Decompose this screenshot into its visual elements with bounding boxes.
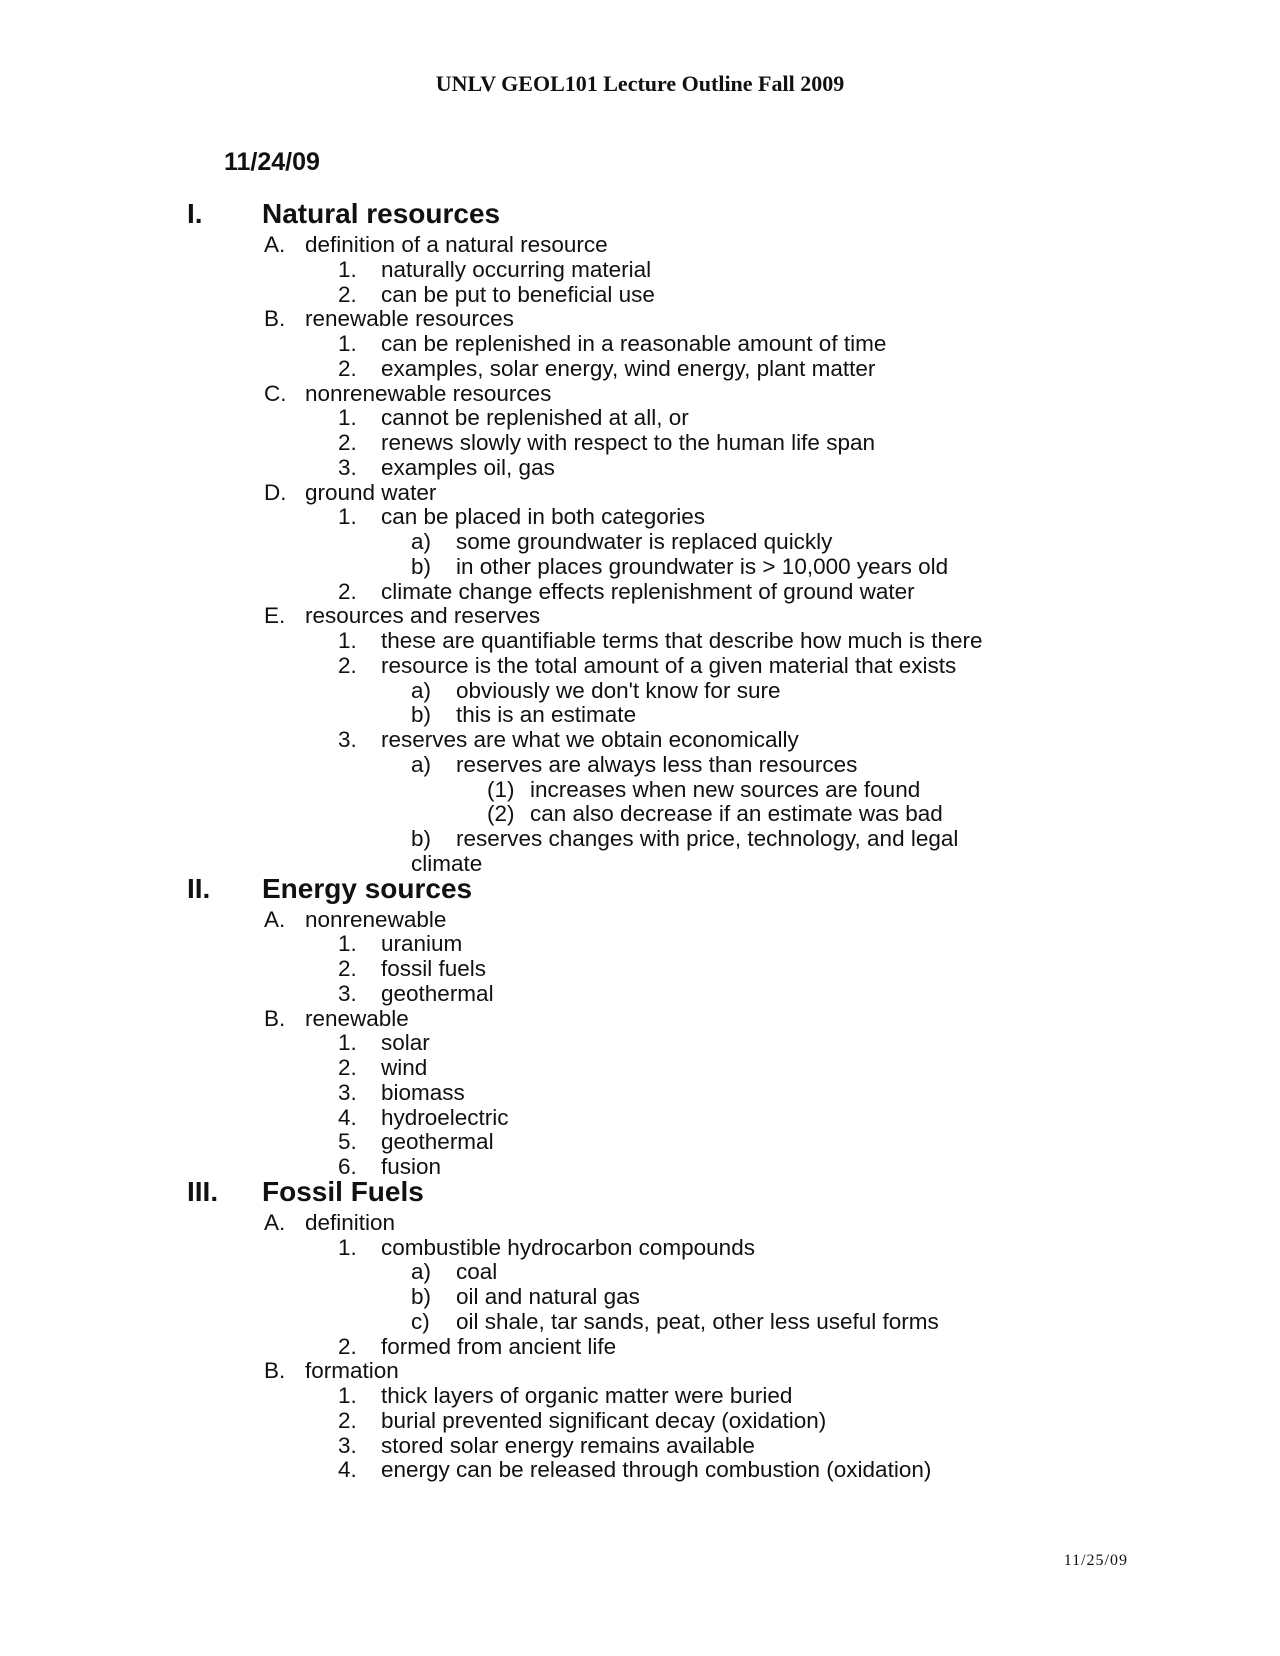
outline-text: this is an estimate — [456, 702, 637, 728]
outline-marker: 1. — [338, 1383, 357, 1408]
outline-text: geothermal — [381, 980, 494, 1006]
outline-text: ground water — [305, 479, 437, 505]
outline-marker: 3. — [338, 454, 357, 480]
outline-marker: b) — [411, 826, 432, 851]
outline-text: uranium — [381, 931, 463, 957]
outline-marker: a) — [411, 751, 432, 777]
outline-marker: 1. — [338, 1234, 357, 1260]
outline-marker: 3. — [338, 1079, 357, 1105]
outline-text: formation — [305, 1358, 399, 1384]
outline-text: oil and natural gas — [456, 1284, 640, 1309]
outline-marker: D. — [264, 479, 287, 505]
outline-text: climate — [411, 850, 483, 876]
outline-marker: 2. — [338, 1407, 357, 1433]
outline-text: hydroelectric — [381, 1104, 509, 1130]
outline-text: can be placed in both categories — [381, 504, 705, 530]
outline-marker: 2. — [338, 652, 357, 678]
outline-text: examples, solar energy, wind energy, plant matter — [381, 355, 876, 381]
outline-marker: c) — [411, 1308, 430, 1334]
outline-marker: 1. — [338, 504, 357, 530]
outline-text: climate change effects replenishment of ground water — [381, 578, 915, 604]
outline-marker: 6. — [338, 1154, 357, 1179]
outline-marker: b) — [411, 1284, 432, 1309]
outline-text: coal — [456, 1259, 498, 1285]
outline-marker: 1. — [338, 256, 357, 282]
outline-marker: (2) — [487, 801, 515, 827]
outline-text: nonrenewable — [305, 906, 447, 932]
outline-text: solar — [381, 1030, 430, 1056]
outline-text: can be put to beneficial use — [381, 281, 655, 307]
outline-marker: 2. — [338, 956, 357, 981]
outline-marker: a) — [411, 677, 432, 703]
outline-marker: 3. — [338, 980, 357, 1006]
outline-marker: 4. — [338, 1104, 357, 1130]
outline-marker: b) — [411, 702, 432, 728]
outline-text: reserves are always less than resources — [456, 751, 858, 777]
outline-marker: B. — [264, 306, 286, 332]
document-header: UNLV GEOL101 Lecture Outline Fall 2009 — [435, 71, 845, 96]
outline-marker: 2. — [338, 1333, 357, 1359]
outline-text: Fossil Fuels — [262, 1175, 424, 1207]
outline-text: formed from ancient life — [381, 1333, 617, 1359]
outline-text: can be replenished in a reasonable amount of time — [381, 331, 887, 356]
outline-text: naturally occurring material — [381, 256, 652, 282]
outline-text: cannot be replenished at all, or — [381, 405, 689, 431]
outline-marker: A. — [264, 906, 286, 932]
outline-marker: A. — [264, 1209, 286, 1235]
outline-text: thick layers of organic matter were buried — [381, 1383, 793, 1408]
outline-text: renewable resources — [305, 306, 514, 332]
outline-text: oil shale, tar sands, peat, other less useful forms — [456, 1308, 939, 1334]
outline-text: definition — [305, 1209, 396, 1235]
outline-marker: 2. — [338, 578, 357, 604]
outline-marker: E. — [264, 603, 286, 629]
outline-text: energy can be released through combustion (oxidation) — [381, 1457, 932, 1483]
outline-marker: C. — [264, 380, 287, 406]
outline-text: these are quantifiable terms that describe how much is there — [381, 628, 983, 653]
outline-text: fossil fuels — [381, 956, 487, 981]
outline-marker: 2. — [338, 355, 357, 381]
outline-text: resource is the total amount of a given material that exists — [381, 652, 957, 678]
outline-text: definition of a natural resource — [305, 232, 608, 257]
outline-marker: 1. — [338, 331, 357, 356]
outline-text: examples oil, gas — [381, 454, 555, 480]
outline-text: Natural resources — [262, 198, 501, 229]
outline-marker: 5. — [338, 1129, 357, 1155]
outline-text: reserves are what we obtain economically — [381, 727, 799, 752]
outline-text: fusion — [381, 1154, 442, 1179]
outline-text: increases when new sources are found — [530, 776, 921, 802]
outline-marker: 1. — [338, 931, 357, 957]
outline-marker: 1. — [338, 628, 357, 653]
outline-text: reserves changes with price, technology, and legal — [456, 826, 959, 851]
outline-marker: I. — [187, 198, 203, 229]
outline-text: resources and reserves — [305, 603, 541, 629]
outline-text: renews slowly with respect to the human life span — [381, 430, 875, 455]
outline-text: wind — [381, 1055, 428, 1080]
outline-marker: a) — [411, 529, 432, 554]
outline-text: Energy sources — [262, 872, 473, 904]
outline-marker: 2. — [338, 430, 357, 455]
outline-marker: B. — [264, 1005, 286, 1031]
outline-text: nonrenewable resources — [305, 380, 552, 406]
outline-text: burial prevented significant decay (oxidation) — [381, 1407, 827, 1433]
outline-marker: II. — [187, 872, 211, 904]
outline-marker: 2. — [338, 281, 357, 307]
outline-marker: (1) — [487, 776, 515, 802]
outline-marker: III. — [187, 1175, 219, 1207]
outline-marker: B. — [264, 1358, 286, 1384]
outline-marker: 2. — [338, 1055, 357, 1080]
outline-marker: 3. — [338, 727, 357, 752]
outline-text: in other places groundwater is > 10,000 years old — [456, 553, 949, 579]
outline-marker: A. — [264, 232, 286, 257]
outline-marker: a) — [411, 1259, 432, 1285]
outline-marker: 4. — [338, 1457, 357, 1483]
outline-text: combustible hydrocarbon compounds — [381, 1234, 755, 1260]
outline-text: obviously we don't know for sure — [456, 677, 781, 703]
lecture-date: 11/24/09 — [224, 148, 320, 176]
outline-marker: b) — [411, 553, 432, 579]
outline-text: geothermal — [381, 1129, 494, 1155]
outline-text: biomass — [381, 1079, 465, 1105]
outline-text: renewable — [305, 1005, 409, 1031]
outline-marker: 3. — [338, 1432, 357, 1458]
outline-marker: 1. — [338, 1030, 357, 1056]
outline-text: some groundwater is replaced quickly — [456, 529, 833, 554]
outline-marker: 1. — [338, 405, 357, 431]
outline-text: can also decrease if an estimate was bad — [530, 801, 943, 827]
outline-text: stored solar energy remains available — [381, 1432, 755, 1458]
footer-date: 11/25/09 — [1063, 1552, 1128, 1569]
